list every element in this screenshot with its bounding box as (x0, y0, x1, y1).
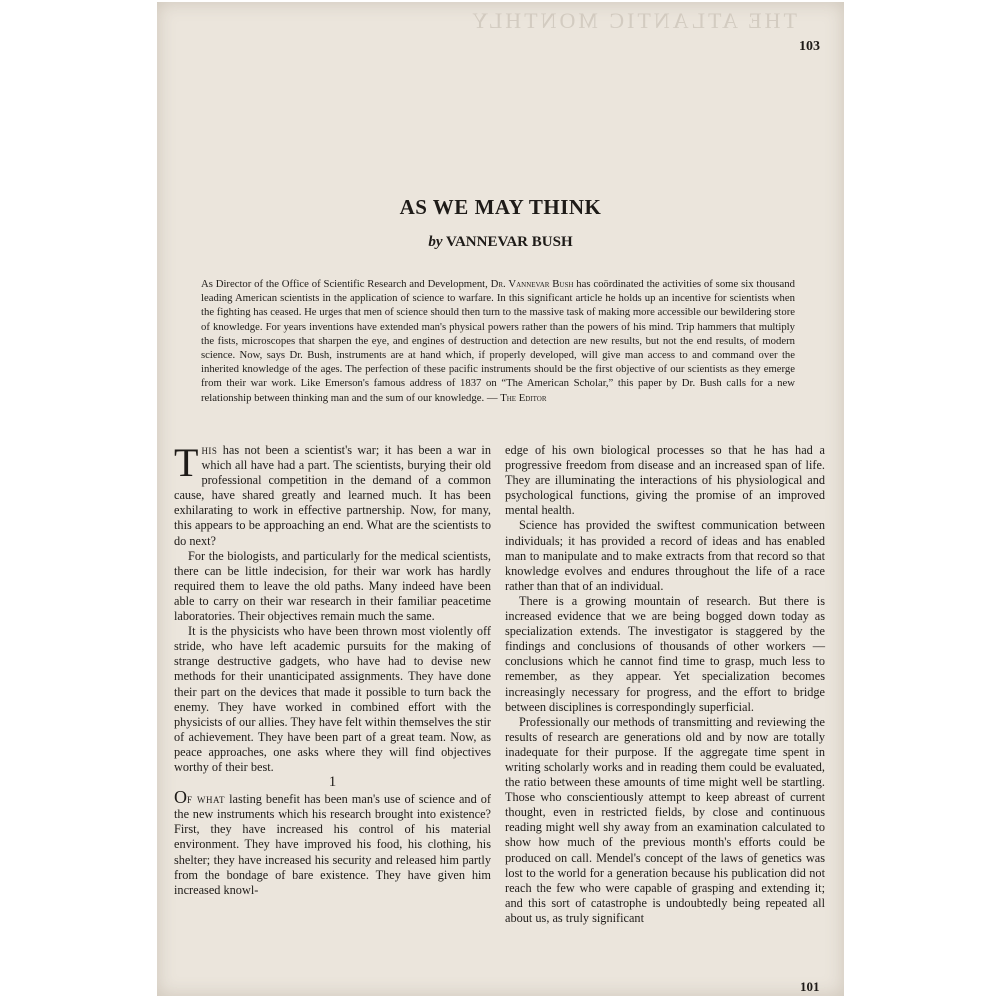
paragraph: Science has provided the swiftest communication between individuals; it has provided a record of ideas and has enabled man to manipulate and to make extracts from that record so that knowledge evolves and endures throughout the life of a race rather than that of an individual. (505, 518, 825, 593)
page-number-top: 103 (799, 39, 820, 54)
paragraph-text: has not been a scientist's war; it has been a war in which all have had a part. The scientists, burying their old professional competition in the demand of a common cause, have shared greatly and learned much. It has been exhilarating to work in effective partnership. Now, for many, this appears to be approaching an end. What are the scientists to do next? (174, 443, 491, 548)
paragraph: edge of his own biological processes so that he has had a progressive freedom from disease and an increased span of life. They are illuminating the interactions of his physiological and psychological functions, giving the promise of an improved mental health. (505, 443, 825, 518)
drop-cap: T (174, 440, 199, 485)
intro-signoff: The Editor (500, 391, 547, 404)
left-column (174, 440, 491, 898)
magazine-page (157, 2, 844, 996)
byline-prefix: by (428, 234, 443, 250)
paragraph-text: lasting benefit has been man's use of science and of the new instruments which his research brought into existence? First, they have increased his control of his material environment. They have improved his food, his clothing, his shelter; they have increased his security and released him partly from the bondage of bare existence. They have given him increased knowl- (174, 792, 491, 897)
page-number-bottom: 101 (800, 979, 820, 994)
paragraph (174, 440, 491, 549)
intro-text-body: has coördinated the activities of some six thousand leading American scientists in the application of science to warfare. In this significant article he holds up an incentive for scientists when the fighting has ceased. He urges that men of science should then turn to the massive task of making more accessible our bewildering store of knowledge. For years inventions have extended man's physical powers rather than the powers of his mind. Trip hammers that multiply the fists, microscopes that sharpen the eye, and engines of destruction and detection are new results, but not the end results, of modern science. Now, says Dr. Bush, instruments are at hand which, if properly developed, will give man access to and command over the inherited knowledge of the ages. The perfection of these pacific instruments should be the first objective of our scientists as they emerge from their war work. Like Emerson's famous address of 1837 on “The American Scholar,” this paper by Dr. Bush calls for a new relationship between thinking man and the sum of our knowledge. — (201, 278, 795, 404)
paragraph: It is the physicists who have been thrown most violently off stride, who have left academic pursuits for the making of strange destructive gadgets, who have had to devise new methods for their unanticipated assignments. They have done their part on the devices that made it possible to turn back the enemy. They have worked in combined effort with the physicists of our allies. They have felt within themselves the stir of achievement. They have been part of a great team. Now, as peace approaches, one asks where they will find objectives worthy of their best. (174, 624, 491, 774)
intro-text-start: As Director of the Office of Scientific Research and Development, (201, 278, 491, 290)
opening-small-caps: f what (187, 792, 226, 807)
opening-small-caps: his (201, 443, 218, 457)
show-through-running-title: THE ATLANTIC MONTHLY (469, 8, 797, 33)
author-name: VANNEVAR BUSH (446, 234, 573, 250)
intro-author-name: Dr. Vannevar Bush (490, 278, 574, 290)
paragraph: For the biologists, and particularly for the medical scientists, there can be little indecision, for their war work has hardly required them to leave the old paths. Many indeed have been able to carry on their war research in their familiar peacetime laboratories. Their objectives remain much the same. (174, 548, 491, 624)
right-column (505, 443, 825, 926)
section-initial: O (174, 787, 187, 808)
paragraph: Professionally our methods of transmitting and reviewing the results of research are generations old and by now are totally inadequate for their purpose. If the aggregate time spent in writing scholarly works and in reading them could be evaluated, the ratio between these amounts of time might well be startling. Those who conscientiously attempt to keep abreast of current thought, even in restricted fields, by close and continuous reading might well shy away from an examination calculated to show how much of the previous month's efforts could be produced on call. Mendel's concept of the laws of genetics was lost to the world for a generation because his publication did not reach the few who were capable of grasping and extending it; and this sort of catastrophe is undoubtedly being repeated all about us, as truly significant (505, 714, 825, 925)
section-number: 1 (328, 774, 337, 791)
byline (157, 234, 844, 251)
editor-introduction (201, 277, 795, 405)
article-title: AS WE MAY THINK (399, 195, 602, 219)
paragraph (174, 787, 491, 898)
paragraph: There is a growing mountain of research. But there is increased evidence that we are being bogged down today as specialization extends. The investigator is staggered by the findings and conclusions of thousands of other workers — conclusions which he cannot find time to grasp, much less to remember, as they appear. Yet specialization becomes increasingly necessary for progress, and the effort to bridge between disciplines is correspondingly superficial. (505, 593, 825, 714)
